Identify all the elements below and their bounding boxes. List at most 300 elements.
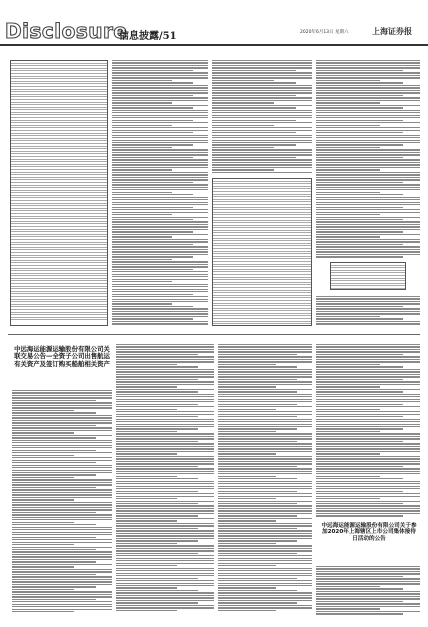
- text-line: [316, 172, 420, 173]
- text-line: [316, 593, 420, 594]
- text-line: [116, 448, 214, 449]
- text-line: [212, 162, 312, 163]
- text-line: [316, 197, 420, 198]
- text-line: [316, 194, 403, 195]
- text-line: [112, 110, 208, 111]
- text-line: [316, 207, 403, 208]
- text-line: [116, 386, 177, 387]
- text-line: [112, 122, 208, 123]
- text-line: [12, 462, 96, 463]
- text-line: [212, 147, 274, 148]
- text-line: [316, 234, 420, 235]
- text-line: [112, 112, 208, 113]
- text-line: [316, 102, 380, 103]
- text-line: [316, 169, 380, 170]
- text-line: [112, 159, 208, 160]
- text-line: [112, 95, 193, 96]
- text-line: [116, 505, 214, 506]
- text-line: [316, 406, 420, 407]
- text-line: [12, 402, 112, 403]
- text-line: [116, 587, 177, 588]
- text-line: [12, 539, 112, 540]
- text-line: [316, 566, 420, 567]
- text-line: [116, 478, 198, 479]
- text-line: [316, 105, 420, 106]
- text-line: [116, 396, 214, 397]
- text-line: [212, 62, 312, 63]
- text-line: [116, 414, 214, 415]
- text-line: [212, 72, 312, 73]
- text-line: [316, 157, 403, 158]
- text-line: [116, 381, 214, 382]
- text-line: [116, 431, 177, 432]
- text-line: [12, 561, 96, 562]
- text-line: [116, 523, 214, 524]
- text-line: [316, 311, 420, 312]
- text-line: [218, 518, 312, 519]
- text-line: [218, 510, 312, 511]
- text-line: [316, 241, 420, 242]
- text-line: [218, 448, 312, 449]
- text-line: [12, 477, 74, 478]
- text-line: [12, 415, 112, 416]
- text-line: [112, 90, 208, 91]
- text-line: [316, 192, 380, 193]
- text-line: [116, 476, 177, 477]
- text-line: [112, 261, 208, 262]
- text-line: [218, 570, 312, 571]
- text-line: [218, 471, 312, 472]
- text-line: [116, 428, 198, 429]
- text-line: [316, 581, 420, 582]
- text-line: [116, 600, 214, 601]
- text-line: [12, 524, 96, 525]
- text-line: [112, 154, 208, 155]
- text-line: [218, 483, 312, 484]
- text-line: [316, 409, 380, 410]
- text-line: [112, 294, 193, 295]
- text-line: [212, 112, 312, 113]
- text-line: [218, 520, 276, 521]
- text-line: [218, 528, 297, 529]
- text-line: [316, 471, 420, 472]
- text-line: [212, 107, 296, 108]
- text-line: [316, 483, 420, 484]
- text-line: [218, 583, 312, 584]
- text-line: [12, 494, 112, 495]
- text-line: [218, 394, 312, 395]
- text-line: [218, 558, 312, 559]
- text-line: [316, 219, 403, 220]
- text-line: [212, 85, 312, 86]
- text-line: [12, 447, 112, 448]
- text-line: [116, 496, 214, 497]
- text-line: [218, 438, 312, 439]
- text-line: [316, 182, 403, 183]
- text-line: [112, 239, 208, 240]
- text-line: [316, 112, 420, 113]
- text-line: [112, 244, 193, 245]
- text-line: [218, 543, 276, 544]
- text-line: [218, 424, 312, 425]
- text-line: [212, 127, 312, 128]
- text-line: [112, 281, 172, 282]
- text-line: [112, 147, 172, 148]
- text-line: [218, 553, 297, 554]
- text-line: [218, 592, 312, 593]
- text-line: [112, 299, 208, 300]
- text-line: [112, 127, 208, 128]
- text-line: [116, 548, 214, 549]
- text-line: [212, 65, 312, 66]
- text-line: [116, 558, 214, 559]
- text-line: [116, 590, 198, 591]
- text-line: [112, 149, 208, 150]
- text-line: [116, 468, 214, 469]
- text-line: [218, 533, 312, 534]
- text-line: [116, 540, 198, 541]
- text-line: [212, 80, 274, 81]
- text-line: [316, 394, 420, 395]
- text-line: [12, 606, 112, 607]
- text-line: [218, 433, 312, 434]
- text-line: [112, 144, 193, 145]
- text-line: [316, 583, 420, 584]
- text-line: [316, 147, 380, 148]
- text-line: [316, 486, 420, 487]
- text-line: [218, 384, 312, 385]
- text-line: [316, 246, 420, 247]
- text-line: [316, 298, 420, 299]
- text-line: [316, 369, 420, 370]
- text-line: [112, 311, 208, 312]
- text-line: [316, 318, 403, 319]
- text-line: [116, 409, 177, 410]
- text-line: [218, 605, 312, 606]
- text-line: [112, 284, 208, 285]
- text-line: [12, 591, 112, 592]
- text-line: [212, 95, 296, 96]
- text-line: [116, 563, 214, 564]
- text-line: [116, 438, 214, 439]
- text-line: [316, 189, 420, 190]
- text-line: [12, 564, 112, 565]
- text-line: [112, 72, 208, 73]
- text-line: [218, 481, 312, 482]
- text-line: [218, 488, 312, 489]
- text-line: [316, 366, 403, 367]
- text-line: [218, 496, 312, 497]
- top-left-table: [10, 60, 108, 326]
- text-line: [218, 351, 312, 352]
- text-line: [218, 548, 312, 549]
- text-line: [218, 545, 312, 546]
- text-line: [316, 135, 420, 136]
- text-line: [112, 226, 208, 227]
- text-line: [316, 209, 420, 210]
- section-title: [119, 27, 177, 42]
- page-number: /51: [159, 31, 177, 42]
- text-line: [218, 453, 276, 454]
- text-line: [316, 217, 420, 218]
- text-line: [218, 443, 312, 444]
- text-line: [112, 117, 208, 118]
- text-line: [316, 125, 380, 126]
- text-line: [12, 474, 96, 475]
- bottom-column-4-tail: [316, 566, 420, 618]
- text-line: [112, 217, 208, 218]
- text-line: [116, 605, 214, 606]
- text-line: [316, 573, 420, 574]
- text-line: [12, 581, 112, 582]
- text-line: [316, 384, 420, 385]
- text-line: [212, 152, 312, 153]
- text-line: [316, 354, 403, 355]
- text-line: [12, 497, 112, 498]
- text-line: [218, 578, 297, 579]
- text-line: [12, 586, 96, 587]
- text-line: [12, 527, 112, 528]
- text-line: [12, 412, 96, 413]
- text-line: [218, 595, 312, 596]
- text-line: [12, 596, 112, 597]
- text-line: [212, 144, 296, 145]
- text-line: [212, 117, 312, 118]
- left-bottom-headline: 中远海运能源运输股份有限公司关联交易公告—全资子公司出售航运有关资产及签订购买船舶相关资产: [14, 345, 110, 368]
- masthead-rule: [0, 44, 428, 46]
- text-line: [112, 167, 208, 168]
- top-column-4: [316, 60, 420, 260]
- text-line: [316, 374, 420, 375]
- text-line: [212, 132, 296, 133]
- text-line: [316, 513, 420, 514]
- text-line: [116, 453, 177, 454]
- text-line: [218, 498, 276, 499]
- text-line: [116, 426, 214, 427]
- text-line: [112, 137, 208, 138]
- text-line: [212, 60, 312, 61]
- text-line: [212, 102, 274, 103]
- text-line: [112, 92, 208, 93]
- top-column-4-footer: [316, 296, 420, 326]
- text-line: [212, 115, 312, 116]
- text-line: [316, 82, 403, 83]
- text-line: [316, 110, 420, 111]
- text-line: [12, 569, 112, 570]
- text-line: [112, 249, 208, 250]
- text-line: [218, 416, 297, 417]
- text-line: [316, 256, 403, 257]
- text-line: [218, 540, 297, 541]
- text-line: [316, 359, 420, 360]
- text-line: [12, 487, 96, 488]
- text-line: [112, 202, 208, 203]
- text-line: [116, 436, 214, 437]
- text-line: [218, 396, 312, 397]
- text-line: [112, 125, 172, 126]
- text-line: [316, 70, 403, 71]
- text-line: [12, 517, 112, 518]
- text-line: [116, 488, 214, 489]
- text-line: [112, 207, 193, 208]
- text-line: [316, 296, 420, 297]
- text-line: [218, 461, 312, 462]
- text-line: [316, 381, 420, 382]
- text-line: [316, 140, 420, 141]
- text-line: [12, 460, 112, 461]
- text-line: [218, 523, 312, 524]
- text-line: [112, 199, 208, 200]
- text-line: [116, 458, 214, 459]
- text-line: [218, 573, 312, 574]
- bottom-column-3: [218, 344, 312, 617]
- text-line: [316, 174, 420, 175]
- text-line: [316, 321, 420, 322]
- text-line: [12, 514, 112, 515]
- text-line: [112, 169, 172, 170]
- text-line: [112, 105, 208, 106]
- text-line: [116, 411, 214, 412]
- text-line: [116, 466, 198, 467]
- text-line: [316, 438, 420, 439]
- text-line: [112, 264, 208, 265]
- text-line: [316, 371, 420, 372]
- text-line: [316, 313, 420, 314]
- text-line: [316, 349, 420, 350]
- text-line: [212, 110, 312, 111]
- text-line: [12, 467, 112, 468]
- text-line: [112, 269, 193, 270]
- text-line: [12, 599, 96, 600]
- text-line: [112, 187, 208, 188]
- text-line: [112, 80, 172, 81]
- text-line: [12, 594, 112, 595]
- text-line: [12, 522, 74, 523]
- text-line: [316, 578, 420, 579]
- logo-word: Disclosure: [5, 19, 128, 43]
- text-line: [212, 157, 296, 158]
- text-line: [218, 366, 297, 367]
- text-line: [218, 568, 312, 569]
- text-line: [316, 386, 380, 387]
- text-line: [12, 559, 112, 560]
- text-line: [316, 80, 380, 81]
- text-line: [116, 538, 214, 539]
- text-line: [316, 456, 420, 457]
- text-line: [12, 571, 112, 572]
- text-line: [218, 386, 276, 387]
- text-line: [12, 502, 112, 503]
- text-line: [218, 505, 312, 506]
- text-line: [218, 428, 297, 429]
- text-line: [116, 510, 214, 511]
- text-line: [316, 239, 420, 240]
- text-line: [212, 135, 312, 136]
- text-line: [116, 573, 214, 574]
- text-line: [316, 364, 380, 365]
- text-line: [212, 164, 312, 165]
- text-line: [12, 532, 112, 533]
- text-line: [12, 549, 96, 550]
- text-line: [316, 510, 420, 511]
- text-line: [116, 406, 214, 407]
- text-line: [316, 505, 420, 506]
- text-line: [218, 349, 312, 350]
- text-line: [112, 236, 172, 237]
- text-line: [12, 425, 96, 426]
- text-line: [112, 157, 193, 158]
- text-line: [316, 571, 420, 572]
- text-line: [316, 212, 420, 213]
- text-line: [316, 461, 420, 462]
- text-line: [212, 90, 312, 91]
- text-line: [316, 224, 420, 225]
- text-line: [116, 433, 214, 434]
- text-line: [112, 234, 208, 235]
- text-line: [316, 164, 420, 165]
- text-line: [112, 82, 193, 83]
- text-line: [316, 184, 420, 185]
- text-line: [116, 416, 198, 417]
- text-line: [316, 167, 420, 168]
- text-line: [316, 60, 420, 61]
- text-line: [212, 87, 312, 88]
- text-line: [116, 354, 198, 355]
- text-line: [218, 458, 312, 459]
- text-line: [218, 508, 312, 509]
- text-line: [316, 611, 420, 612]
- text-line: [316, 214, 380, 215]
- text-line: [316, 107, 403, 108]
- text-line: [116, 359, 214, 360]
- text-line: [316, 115, 420, 116]
- text-line: [12, 452, 112, 453]
- text-line: [218, 610, 276, 611]
- text-line: [218, 404, 297, 405]
- text-line: [112, 130, 208, 131]
- text-line: [12, 611, 74, 612]
- text-line: [112, 115, 208, 116]
- text-line: [212, 140, 312, 141]
- text-line: [12, 529, 112, 530]
- text-line: [212, 92, 312, 93]
- text-line: [112, 164, 208, 165]
- text-line: [218, 389, 312, 390]
- text-line: [218, 446, 312, 447]
- text-line: [116, 503, 198, 504]
- top-column-4-table: [330, 262, 406, 290]
- text-line: [116, 483, 214, 484]
- text-line: [316, 87, 420, 88]
- text-line: [12, 417, 112, 418]
- text-line: [218, 590, 297, 591]
- text-line: [12, 574, 96, 575]
- text-line: [116, 555, 214, 556]
- text-line: [316, 221, 420, 222]
- text-line: [112, 301, 208, 302]
- text-line: [116, 515, 198, 516]
- text-line: [12, 509, 112, 510]
- text-line: [316, 77, 420, 78]
- text-line: [316, 501, 420, 502]
- text-line: [112, 221, 208, 222]
- text-line: [116, 424, 214, 425]
- text-line: [218, 550, 312, 551]
- text-line: [112, 182, 193, 183]
- text-line: [116, 376, 214, 377]
- text-line: [112, 184, 208, 185]
- text-line: [12, 609, 112, 610]
